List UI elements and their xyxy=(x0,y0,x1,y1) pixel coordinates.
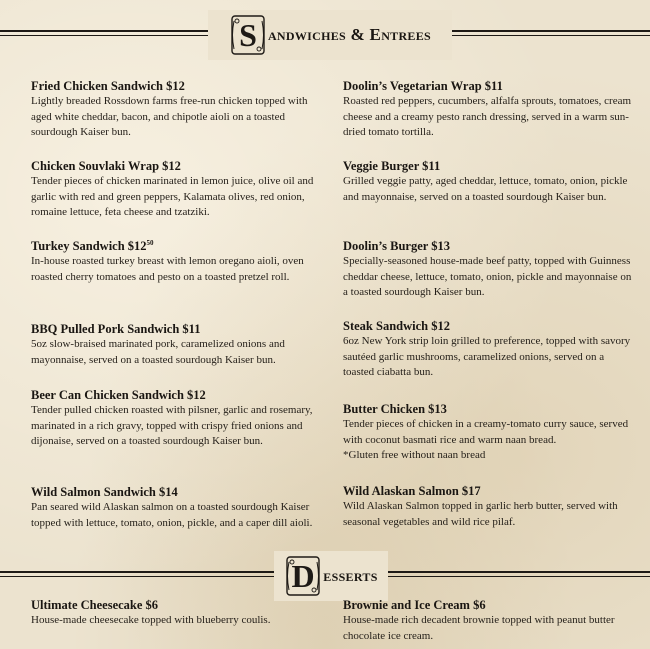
item-description: Grilled veggie patty, aged cheddar, lettuce, tomato, onion, pickle and mayonnaise, served on a toasted sourdough Kaiser bun. xyxy=(343,175,628,203)
item-name xyxy=(31,238,321,254)
item-name: Doolin’s Vegetarian Wrap $11 xyxy=(343,79,503,93)
item-name: Steak Sandwich $12 xyxy=(343,319,450,333)
item-name: Wild Alaskan Salmon $17 xyxy=(343,484,481,498)
item-description: Tender pulled chicken roasted with pilsner, garlic and rosemary, marinated in a rich gravy, topped with crispy fried onions and dijonaise, served on a toasted sourdough Kaiser bun. xyxy=(31,404,313,448)
menu-item xyxy=(343,597,633,644)
entrees-section-title: andwiches & Entrees xyxy=(267,25,432,44)
menu-item xyxy=(343,318,633,381)
item-name: Veggie Burger $11 xyxy=(343,159,441,173)
item-dietary-note: *Gluten free without naan bread xyxy=(343,449,486,462)
item-name: Butter Chicken $13 xyxy=(343,402,447,416)
desserts-section-title: esserts xyxy=(323,566,378,585)
entrees-title-box xyxy=(208,10,452,60)
item-description: 6oz New York strip loin grilled to preference, topped with savory sautéed garlic mushrooms, caramelized onions, served on a toasted ciabatta bun. xyxy=(343,335,631,379)
ornamental-s-initial-icon xyxy=(229,13,267,57)
item-description: Roasted red peppers, cucumbers, alfalfa sprouts, tomatoes, cream cheese and a creamy pesto ranch dressing, served in a warm sun-dried tomato tortilla. xyxy=(343,95,632,139)
item-name: Ultimate Cheesecake $6 xyxy=(31,598,159,612)
menu-item xyxy=(343,238,633,301)
header-rule-left xyxy=(0,571,274,577)
item-description: Specially-seasoned house-made beef patty, topped with Guinness cheddar cheese, lettuce, tomato, onion, pickle and mayonnaise on a toasted sourdough Kaiser bun. xyxy=(343,255,632,299)
menu-item xyxy=(31,158,321,221)
item-description: Pan seared wild Alaskan salmon on a toasted sourdough Kaiser topped with lettuce, tomato, onion, pickle, and a caper dill aioli. xyxy=(31,501,313,529)
item-name: Brownie and Ice Cream $6 xyxy=(343,598,486,612)
menu-item xyxy=(31,238,321,285)
menu-item xyxy=(343,483,633,530)
desserts-initial-letter: D xyxy=(291,558,315,594)
item-description: House-made rich decadent brownie topped with peanut butter chocolate ice cream. xyxy=(343,614,615,642)
item-name: Fried Chicken Sandwich $12 xyxy=(31,79,185,93)
desserts-left-column xyxy=(31,597,321,629)
header-rule-right xyxy=(452,30,650,36)
header-rule-right xyxy=(388,571,650,577)
menu-item xyxy=(31,78,321,141)
item-name: Wild Salmon Sandwich $14 xyxy=(31,485,178,499)
menu-item xyxy=(31,387,321,450)
entrees-initial-letter: S xyxy=(239,17,257,53)
menu-item xyxy=(343,401,633,464)
item-description: Tender pieces of chicken in a creamy-tomato curry sauce, served with coconut basmati rice and warm naan bread. xyxy=(343,418,629,446)
menu-item xyxy=(31,484,321,531)
item-name: Beer Can Chicken Sandwich $12 xyxy=(31,388,206,402)
item-description: House-made cheesecake topped with blueberry coulis. xyxy=(31,614,271,626)
desserts-section-header xyxy=(0,551,650,601)
item-description: 5oz slow-braised marinated pork, caramelized onions and mayonnaise, served on a toasted sourdough Kaiser bun. xyxy=(31,338,285,366)
item-description: Lightly breaded Rossdown farms free-run chicken topped with aged white cheddar, bacon, and chipotle aioli on a toasted sourdough Kaiser bun. xyxy=(31,95,308,139)
item-description: In-house roasted turkey breast with lemon oregano aioli, oven roasted cherry tomatoes and pesto on a toasted pretzel roll. xyxy=(31,255,304,283)
item-description: Tender pieces of chicken marinated in lemon juice, olive oil and garlic with red and green peppers, Kalamata olives, red onion, romaine lettuce, feta cheese and tzatziki. xyxy=(31,175,314,219)
item-name: Chicken Souvlaki Wrap $12 xyxy=(31,159,181,173)
menu-item xyxy=(343,78,633,141)
menu-item xyxy=(31,321,321,368)
menu-item xyxy=(31,597,321,629)
ornamental-d-initial-icon xyxy=(284,554,322,598)
item-name-text: Turkey Sandwich $12 xyxy=(31,239,147,253)
desserts-right-column xyxy=(343,597,633,644)
desserts-title-box xyxy=(274,551,388,601)
header-rule-left xyxy=(0,30,208,36)
menu-item xyxy=(343,158,633,205)
item-description: Wild Alaskan Salmon topped in garlic herb butter, served with seasonal vegetables and wild rice pilaf. xyxy=(343,500,618,528)
item-name: BBQ Pulled Pork Sandwich $11 xyxy=(31,322,201,336)
entrees-section-header xyxy=(0,10,650,60)
item-price-cents: 50 xyxy=(146,238,154,247)
item-name: Doolin’s Burger $13 xyxy=(343,239,450,253)
